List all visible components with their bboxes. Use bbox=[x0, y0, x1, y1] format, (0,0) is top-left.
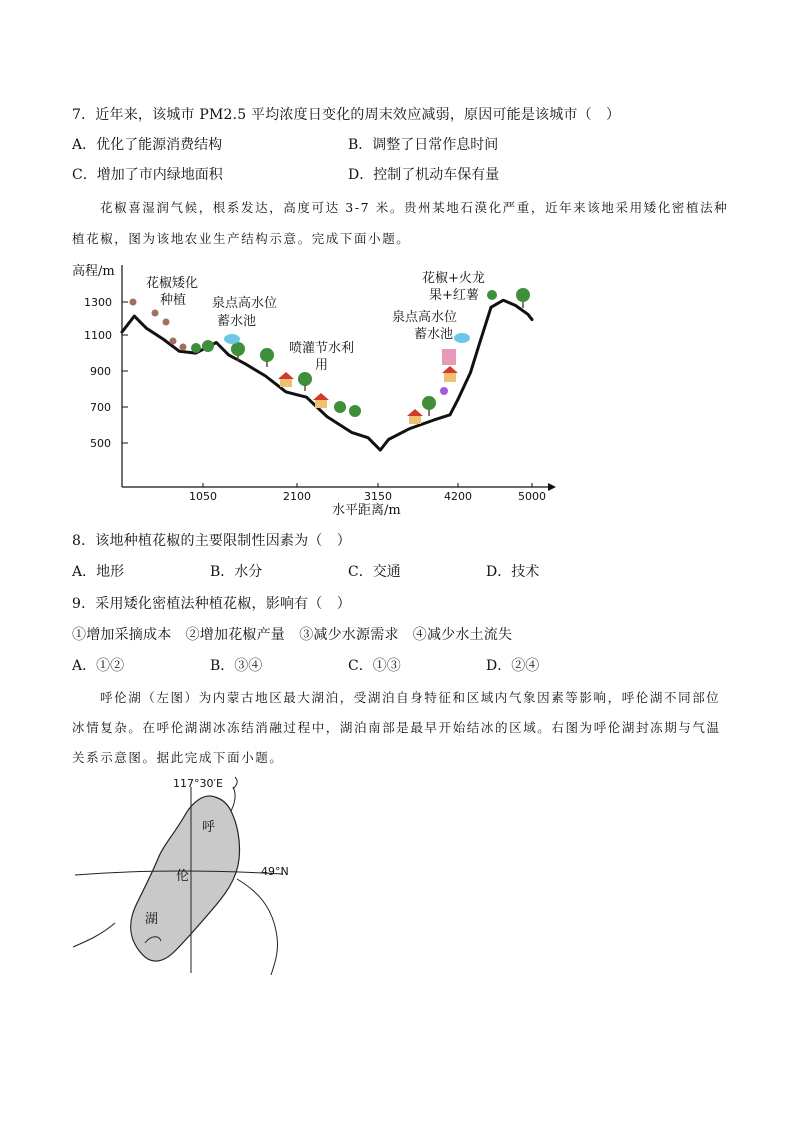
label-spray-2: 用 bbox=[315, 358, 329, 373]
q7-option-d: D．控制了机动车保有量 bbox=[348, 167, 500, 183]
lake-char-3: 湖 bbox=[145, 912, 159, 927]
q8-stem: 8．该地种植花椒的主要限制性因素为（ ） bbox=[72, 533, 351, 549]
y-tick-1100: 1100 bbox=[84, 329, 112, 342]
y-tick-700: 700 bbox=[90, 401, 111, 414]
x-tick-group bbox=[189, 483, 546, 503]
q9-option-a: A．①② bbox=[72, 658, 125, 674]
passage2-line3: 关系示意图。据此完成下面小题。 bbox=[72, 750, 284, 765]
q7-option-a: A．优化了能源消费结构 bbox=[72, 137, 223, 153]
label-left-pool-1: 泉点高水位 bbox=[212, 296, 278, 311]
label-dwarf-planting-1: 花椒矮化 bbox=[146, 276, 199, 291]
x-tick-4200: 4200 bbox=[444, 490, 472, 503]
x-tick-5000: 5000 bbox=[518, 490, 546, 503]
y-tick-900: 900 bbox=[90, 365, 111, 378]
river-west bbox=[73, 923, 115, 947]
q7-option-b: B．调整了日常作息时间 bbox=[348, 137, 499, 153]
q9-items: ①增加采摘成本 ②增加花椒产量 ③减少水源需求 ④减少水土流失 bbox=[72, 627, 513, 643]
terrain-profile-line bbox=[122, 300, 532, 450]
q7-stem: 7．近年来，该城市 PM2.5 平均浓度日变化的周末效应减弱，原因可能是该城市（ ） bbox=[72, 107, 621, 123]
label-right-pool-1: 泉点高水位 bbox=[392, 310, 458, 325]
q7-option-c: C．增加了市内绿地面积 bbox=[72, 167, 223, 183]
q8-option-c: C．交通 bbox=[348, 564, 401, 580]
label-dwarf-planting-2: 种植 bbox=[160, 293, 187, 308]
q8-option-d: D．技术 bbox=[486, 564, 540, 580]
elevation-profile-figure bbox=[60, 255, 560, 525]
x-tick-3150: 3150 bbox=[364, 490, 392, 503]
label-mixed-crop-1: 花椒+火龙 bbox=[422, 271, 485, 286]
label-right-pool-2: 蓄水池 bbox=[414, 327, 454, 342]
label-spray-1: 喷灌节水利 bbox=[289, 341, 355, 356]
x-tick-2100: 2100 bbox=[283, 490, 311, 503]
longitude-label: 117°30′E bbox=[173, 777, 223, 790]
q9-option-d: D．②④ bbox=[486, 658, 540, 674]
x-axis-arrow bbox=[548, 483, 556, 491]
y-tick-1300: 1300 bbox=[84, 296, 112, 309]
y-tick-500: 500 bbox=[90, 437, 111, 450]
latitude-label: 49°N bbox=[261, 865, 289, 878]
lake-char-2: 伦 bbox=[176, 869, 190, 884]
y-axis-label: 高程/m bbox=[72, 264, 115, 279]
label-mixed-crop-2: 果+红薯 bbox=[429, 288, 479, 303]
q9-stem: 9．采用矮化密植法种植花椒，影响有（ ） bbox=[72, 596, 351, 612]
passage1-line1: 花椒喜湿润气候，根系发达，高度可达 3-7 米。贵州某地石漠化严重，近年来该地采用矮化密植法种 bbox=[100, 200, 729, 215]
q8-option-a: A．地形 bbox=[72, 564, 125, 580]
passage2-line1: 呼伦湖（左图）为内蒙古地区最大湖泊，受湖泊自身特征和区域内气象因素等影响，呼伦湖不同部位 bbox=[100, 690, 721, 705]
lake-char-1: 呼 bbox=[202, 820, 216, 835]
passage2-line2: 冰情复杂。在呼伦湖湖冰冻结消融过程中，湖泊南部是最早开始结冰的区域。右图为呼伦湖封冻期与气温 bbox=[72, 720, 721, 735]
river-north bbox=[231, 777, 237, 811]
river-east bbox=[237, 879, 278, 975]
passage1-line2: 植花椒，图为该地农业生产结构示意。完成下面小题。 bbox=[72, 231, 411, 246]
q9-option-c: C．①③ bbox=[348, 658, 401, 674]
x-tick-1050: 1050 bbox=[189, 490, 217, 503]
q8-option-b: B．水分 bbox=[210, 564, 263, 580]
x-axis-label: 水平距离/m bbox=[332, 503, 401, 518]
hulun-lake-map bbox=[65, 775, 305, 980]
q9-option-b: B．③④ bbox=[210, 658, 263, 674]
label-left-pool-2: 蓄水池 bbox=[217, 314, 257, 329]
